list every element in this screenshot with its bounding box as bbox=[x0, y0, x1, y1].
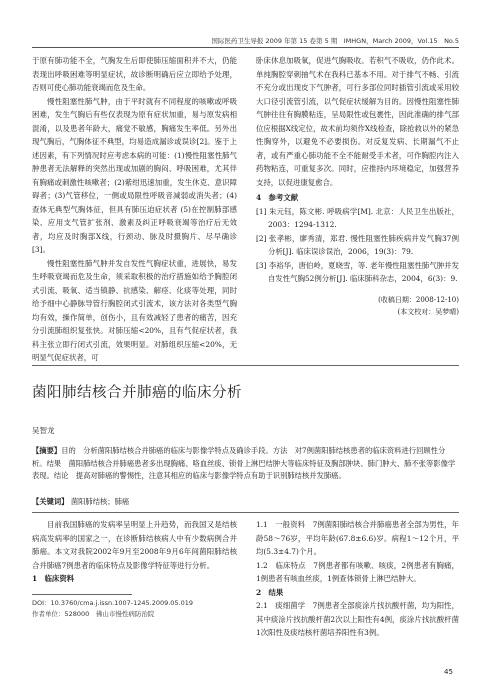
keywords-label: 【关键词】 bbox=[32, 497, 69, 506]
top-left-column bbox=[32, 54, 237, 365]
paragraph: 卧床休息加吸氧，促进气胸吸收。若积气不吸收，仍作此术。单纯胸腔穿刺抽气术在我科已基本不用。对于排气不畅、引流不充分或出现皮下气肿者，可行多部位同时插管引流或采用较大口径引流管引流，以气促症状缓解为目的。因慢性阻塞性肺气肿往往有胸膜粘连，呈局限性或包裹性，因此准确的排气部位应根据X线定位，故术前均须作X线检查，除抢救以外的紧急性胸穿外，以避免不必要损伤。对反复发病、长期漏气不止者，或有严重心肺功能不全不能耐受手术者，可作胸腔内注入药物粘连，可重复多次。同时，应推持内环境稳定，加强营养支持，以促进康复愈合。 bbox=[256, 56, 459, 187]
received-date: (收稿日期：2008-12-10) bbox=[378, 295, 459, 304]
paragraph: 1.1 一般资料 7例菌阳肺结核合并肺癌患者全部为男性，年龄58～76岁，平均年龄(67.8±6.6)岁。病程1～12个月，平均(5.3±4.7)个月。 bbox=[256, 520, 459, 556]
section-heading: 1 临床资料 bbox=[32, 574, 75, 583]
footnote-rule bbox=[32, 594, 132, 595]
abstract-divider bbox=[32, 512, 459, 513]
proofreader: (本文校对：吴梦晴) bbox=[397, 307, 459, 316]
footnote bbox=[32, 598, 193, 619]
paragraph: 2.1 痰细菌学 7例患者全部痰涂片找抗酸杆菌，均为阳性，其中痰涂片找抗酸杆菌2次以上阳性有4例，痰涂片找抗酸杆菌1次阳性及痰结核杆菌培养阳性有3例。 bbox=[256, 601, 459, 637]
header-rule bbox=[32, 47, 459, 48]
doi: DOI：10.3760/cma.j.issn.1007-1245.2009.05.019 bbox=[32, 599, 194, 607]
section-divider bbox=[32, 365, 459, 366]
reference-item: [2] 张孝彬，廖秀清，郑君. 慢性阻塞性肺疾病并发气胸37例分析[J]. 临床误诊误治，2006，19(3)：79. bbox=[256, 233, 459, 256]
section-heading: 2 结果 bbox=[256, 587, 284, 597]
article-title: 菌阳肺结核合并肺癌的临床分析 bbox=[32, 385, 242, 401]
abstract-label: 【摘要】 bbox=[32, 446, 62, 455]
author: 吴智龙 bbox=[32, 426, 55, 435]
paragraph: 于原有肺功能不全，气胸发生后即使肺压缩面积并不大，仍能表现出呼吸困难等明显症状，故诊断明确后应立即给予处理，否则可使心肺功能衰竭而危及生命。 bbox=[32, 56, 237, 92]
top-right-column bbox=[256, 54, 459, 318]
page-number: 45 bbox=[444, 668, 453, 676]
bottom-left-column bbox=[32, 518, 237, 586]
paragraph: 目前我国肺癌的发病率呈明显上升趋势，而我国又是结核病高发病率的国家之一，在诊断肺结核病人中有少数病例合并肺癌。本文对我院2002年9月至2008年9月6年间菌阳肺结核合并肺癌7例患者的临床特点及影像学特征等进行分析。 bbox=[32, 520, 237, 570]
reference-item: [1] 朱元钰，陈文彬. 呼吸病学[M]. 北京：人民卫生出版社，2003：1294-1312. bbox=[256, 206, 459, 229]
abstract-text: 目的 分析菌阳肺结核合并肺癌的临床与影像学特点及确诊手段。方法 对7例菌阳肺结核患者的临床资料进行回顾性分析。结果 菌阳肺结核合并肺癌患者多出现胸痛、咯血丝痰、锁骨上淋巴结肿大等临床特征及胸部肿块、肺门肿大、肺不张等影像学表现。结论 提高对肺癌的警惕性，注意其相应的临床与影像学特点有助于识别肺结核并发肺癌。 bbox=[32, 446, 456, 480]
paragraph: 1.2 临床特点 7例患者都有咳嗽、咳痰，2例患者有胸痛，1例患者有咳血丝痰，1例查体锁骨上淋巴结肿大。 bbox=[256, 560, 459, 583]
author-unit: 作者单位：528000 佛山市慢性病防治院 bbox=[32, 609, 155, 618]
keywords-text: 菌阳肺结核；肺癌 bbox=[70, 497, 130, 506]
keywords bbox=[32, 497, 129, 507]
references-heading: 4 参考文献 bbox=[256, 193, 299, 202]
bottom-right-column bbox=[256, 518, 459, 640]
reference-item: [3] 李裕华，唐伯岭，夏晓雪，等. 老年慢性阻塞性肺气肿并发自发性气胸52例分析[J]. 临床肺科杂志，2004，6(3)：9. bbox=[256, 260, 459, 283]
abstract bbox=[32, 445, 459, 483]
paragraph: 慢性阻塞性肺气肿，由于平时就有不同程度的咳嗽或呼吸困难，发生气胸后有些仅表现为原有症状加重，易与原发病相混淆，以及患者年龄大，痛觉不敏感，胸痛发生率低。另外出现气胸后，气胸体征不典型，均易造成漏诊或误诊[2]。鉴于上述因素，有下列情况时应考虑本病的可能：(1)慢性阻塞性肺气肿患者无法解释的突然出现或加剧的胸闷、呼吸困难，尤其伴有胸痛或刺激性咳嗽者；(2)紫绀迅速加重，发生休克、意识障碍者；(3)气管移位，一侧或局限性呼吸音减弱或消失者；(4)查体无典型气胸体征，但具有肺压迫症状者 (5)在控制肺部感染、应用支气管扩张剂、激素及纠正呼吸衰竭等治疗后无效者，均应及时胸部X线，行颈动、脉及时摄胸片、尽早确诊[3]。 bbox=[32, 96, 237, 254]
running-head: 国际医药卫生导报 2009 年第 15 卷第 5 期 IMHGN，March 2009，Vol.15 No.5 bbox=[211, 37, 459, 45]
paragraph: 慢性阻塞性肺气肿并发自发性气胸症状重，进展快，易发生呼吸衰竭而危及生命，须采取积极的治疗措施如给予胸腔闭式引流、吸氧、适当镇静、抗感染、解痉、化痰等处理，同时给予细中心静脉导管行胸腔闭式引流术，该方法对各类型气胸均有效，操作简单，创伤小，且有效减轻了患者的痛苦，因充分引流肺组织复张快。对肺压缩<20%，且有气促症状者，我科主张立即行闭式引流，效果明显。对肺组织压缩<20%，无明显气促症状者，可 bbox=[32, 258, 237, 362]
